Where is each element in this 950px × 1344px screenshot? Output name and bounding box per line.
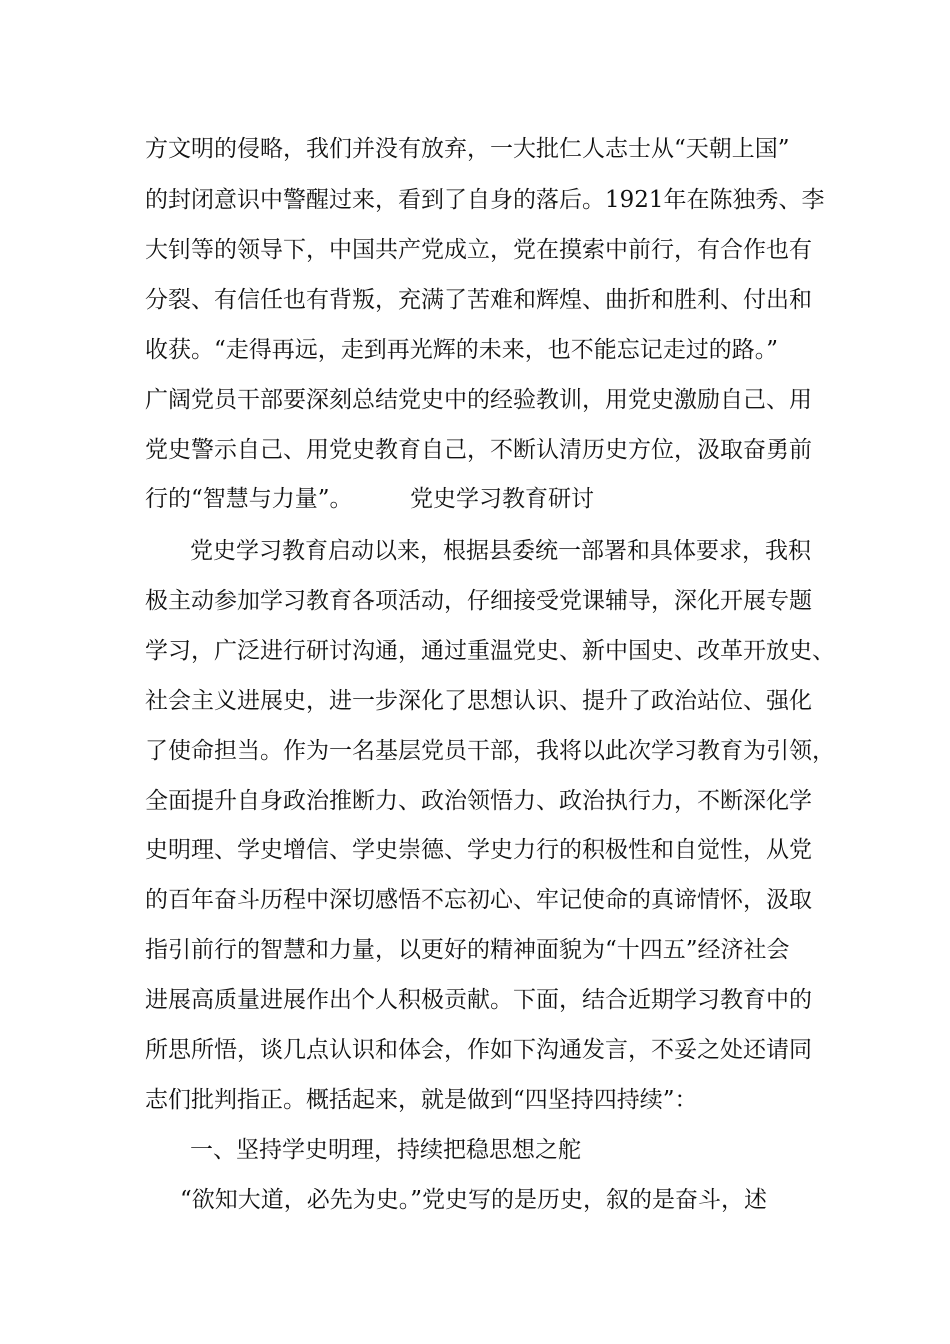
text-line-4: 分裂、有信任也有背叛，充满了苦难和辉煌、曲折和胜利、付出和 (145, 287, 812, 313)
text-line-12: 社会主义进展史，进一步深化了思想认识、提升了政治站位、强化 (145, 688, 812, 714)
text-line-3: 大钊等的领导下，中国共产党成立，党在摸索中前行，有合作也有 (145, 237, 812, 263)
text-line-18: 进展高质量进展作出个人积极贡献。下面，结合近期学习教育中的 (145, 987, 812, 1013)
text-line-9: 党史学习教育启动以来，根据县委统一部署和具体要求，我积 (190, 538, 811, 564)
text-line-17: 指引前行的智慧和力量，以更好的精神面貌为“十四五”经济社会 (145, 937, 790, 963)
text-line-1: 方文明的侵略，我们并没有放弃，一大批仁人志士从“天朝上国” (145, 136, 790, 162)
text-line-10: 极主动参加学习教育各项活动，仔细接受党课辅导，深化开展专题 (145, 588, 812, 614)
text-line-6: 广阔党员干部要深刻总结党史中的经验教训，用党史激励自己、用 (145, 387, 812, 413)
text-line-16: 的百年奋斗历程中深切感悟不忘初心、牢记使命的真谛情怀，汲取 (145, 887, 812, 913)
text-line-11: 学习，广泛进行研讨沟通，通过重温党史、新中国史、改革开放史、 (145, 638, 835, 664)
text-line-5: 收获。“走得再远，走到再光辉的未来，也不能忘记走过的路。” (145, 337, 779, 363)
text-line-19: 所思所悟，谈几点认识和体会，作如下沟通发言，不妥之处还请同 (145, 1037, 812, 1063)
text-line-8: 行的“智慧与力量”。 党史学习教育研讨 (145, 486, 595, 512)
text-line-13: 了使命担当。作为一名基层党员干部，我将以此次学习教育为引领， (145, 738, 835, 764)
text-line-7: 党史警示自己、用党史教育自己，不断认清历史方位，汲取奋勇前 (145, 437, 812, 463)
text-line-22: “欲知大道，必先为史。”党史写的是历史，叙的是奋斗，述 (180, 1187, 768, 1213)
text-line-15: 史明理、学史增信、学史崇德、学史力行的积极性和自觉性，从党 (145, 837, 812, 863)
section-heading: 一、坚持学史明理，持续把稳思想之舵 (190, 1137, 581, 1163)
text-line-20: 志们批判指正。概括起来，就是做到“四坚持四持续”： (145, 1087, 698, 1113)
text-line-14: 全面提升自身政治推断力、政治领悟力、政治执行力，不断深化学 (145, 788, 812, 814)
text-line-2: 的封闭意识中警醒过来，看到了自身的落后。1921年在陈独秀、李 (145, 187, 825, 213)
